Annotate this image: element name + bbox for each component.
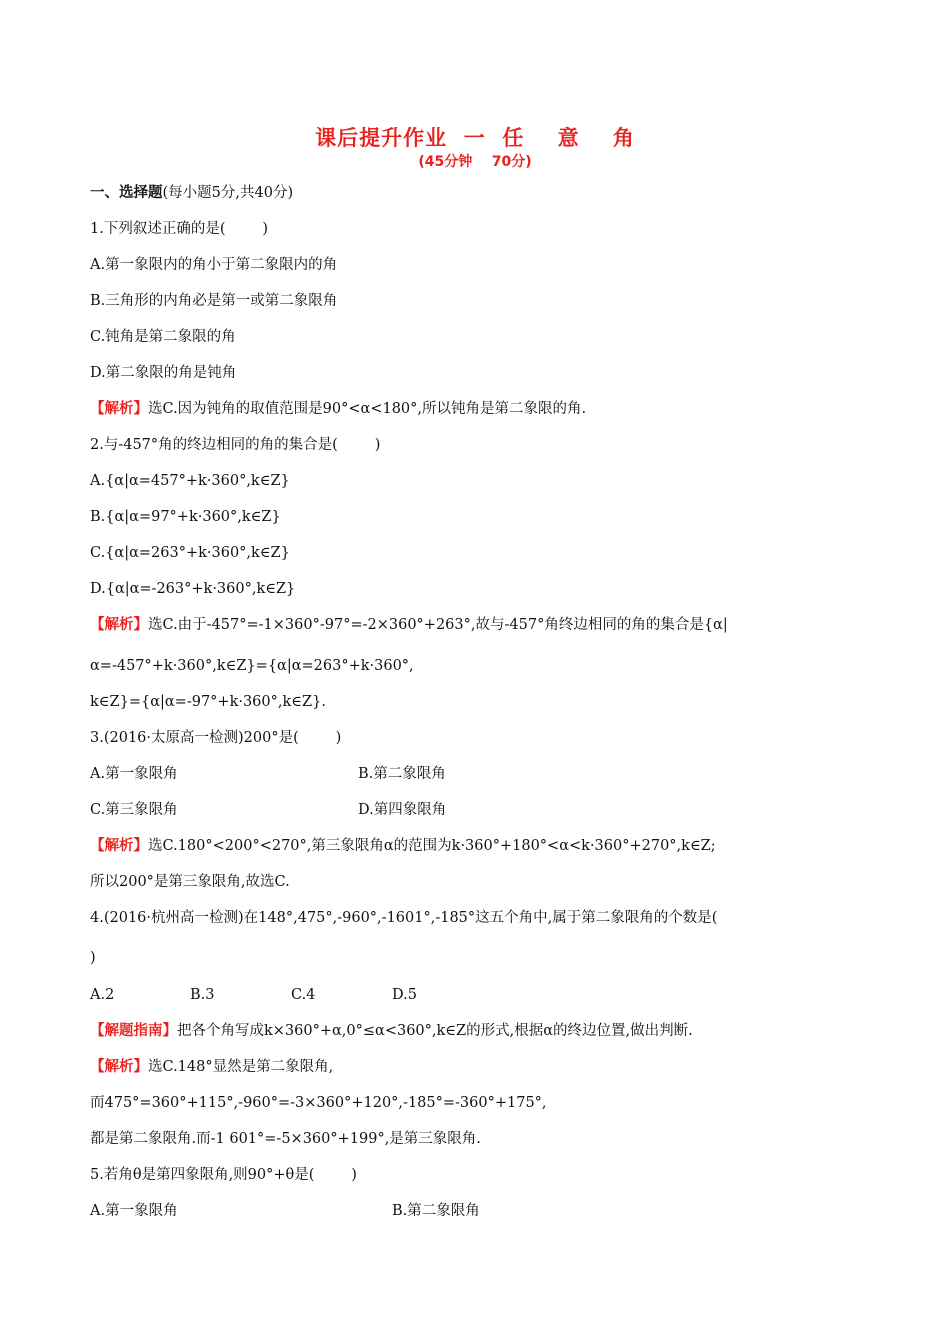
q1-option-d: D.第二象限的角是钝角 [90, 365, 237, 381]
q4-option-a: A.2 [90, 987, 115, 1003]
q4-analysis-text-3: 都是第二象限角.而-1 601°=-5×360°+199°,是第三象限角. [90, 1131, 481, 1147]
q1-analysis [90, 399, 586, 419]
q4-guide [90, 1021, 860, 1041]
analysis-tag: 【解析】 [90, 401, 148, 417]
page-title: 课后提升作业 一 任 意 角 [315, 126, 635, 150]
q5-option-a: A.第一象限角 [90, 1203, 178, 1219]
section-heading [90, 183, 293, 203]
q4-option-c: C.4 [291, 987, 316, 1003]
q2-analysis [90, 615, 860, 635]
q4-analysis-text-1: 选C.148°显然是第二象限角, [148, 1059, 334, 1075]
analysis-tag: 【解析】 [90, 1059, 148, 1075]
q2-analysis-text-1: 选C.由于-457°=-1×360°-97°=-2×360°+263°,故与-457°角终边相同的角的集合是{α| [148, 617, 728, 633]
q2-option-a: A.{α|α=457°+k·360°,k∈Z} [90, 473, 290, 489]
q4-stem-1: 4.(2016·杭州高一检测)在148°,475°,-960°,-1601°,-185°这五个角中,属于第二象限角的个数是( [90, 910, 718, 926]
q4-option-d: D.5 [392, 987, 417, 1003]
page-subtitle: (45分钟 70分) [418, 154, 532, 170]
q3-option-b: B.第二象限角 [358, 766, 446, 782]
q3-option-a: A.第一象限角 [90, 766, 178, 782]
q3-option-c: C.第三象限角 [90, 802, 178, 818]
q1-option-c: C.钝角是第二象限的角 [90, 329, 236, 345]
q4-stem-2: ) [90, 950, 96, 966]
section-heading-label: 一、选择题 [90, 185, 163, 201]
q4-option-b: B.3 [190, 987, 215, 1003]
q2-option-b: B.{α|α=97°+k·360°,k∈Z} [90, 509, 281, 525]
q1-analysis-text: 选C.因为钝角的取值范围是90°<α<180°,所以钝角是第二象限的角. [148, 401, 587, 417]
guide-tag: 【解题指南】 [90, 1023, 177, 1039]
q1-option-a: A.第一象限内的角小于第二象限内的角 [90, 257, 338, 273]
q4-analysis-text-2: 而475°=360°+115°,-960°=-3×360°+120°,-185°=-360°+175°, [90, 1095, 547, 1111]
q2-option-d: D.{α|α=-263°+k·360°,k∈Z} [90, 581, 296, 597]
q2-option-c: C.{α|α=263°+k·360°,k∈Z} [90, 545, 290, 561]
analysis-tag: 【解析】 [90, 838, 148, 854]
q3-analysis [90, 836, 860, 856]
q2-analysis-text-3: k∈Z}={α|α=-97°+k·360°,k∈Z}. [90, 694, 326, 710]
q1-option-b: B.三角形的内角必是第一或第二象限角 [90, 293, 338, 309]
q2-analysis-text-2: α=-457°+k·360°,k∈Z}={α|α=263°+k·360°, [90, 658, 414, 674]
q3-option-d: D.第四象限角 [358, 802, 447, 818]
section-note: (每小题5分,共40分) [162, 185, 294, 201]
q5-stem: 5.若角θ是第四象限角,则90°+θ是( ) [90, 1167, 357, 1183]
q4-guide-text: 把各个角写成k×360°+α,0°≤α<360°,k∈Z的形式,根据α的终边位置,做出判断. [177, 1023, 693, 1039]
q5-option-b: B.第二象限角 [392, 1203, 480, 1219]
q3-analysis-text-1: 选C.180°<200°<270°,第三象限角α的范围为k·360°+180°<α<k·360°+270°,k∈Z; [148, 838, 716, 854]
q2-stem: 2.与-457°角的终边相同的角的集合是( ) [90, 437, 381, 453]
q3-stem: 3.(2016·太原高一检测)200°是( ) [90, 730, 342, 746]
q1-stem: 1.下列叙述正确的是( ) [90, 221, 269, 237]
analysis-tag: 【解析】 [90, 617, 148, 633]
q3-analysis-text-2: 所以200°是第三象限角,故选C. [90, 874, 290, 890]
q4-analysis [90, 1057, 333, 1077]
